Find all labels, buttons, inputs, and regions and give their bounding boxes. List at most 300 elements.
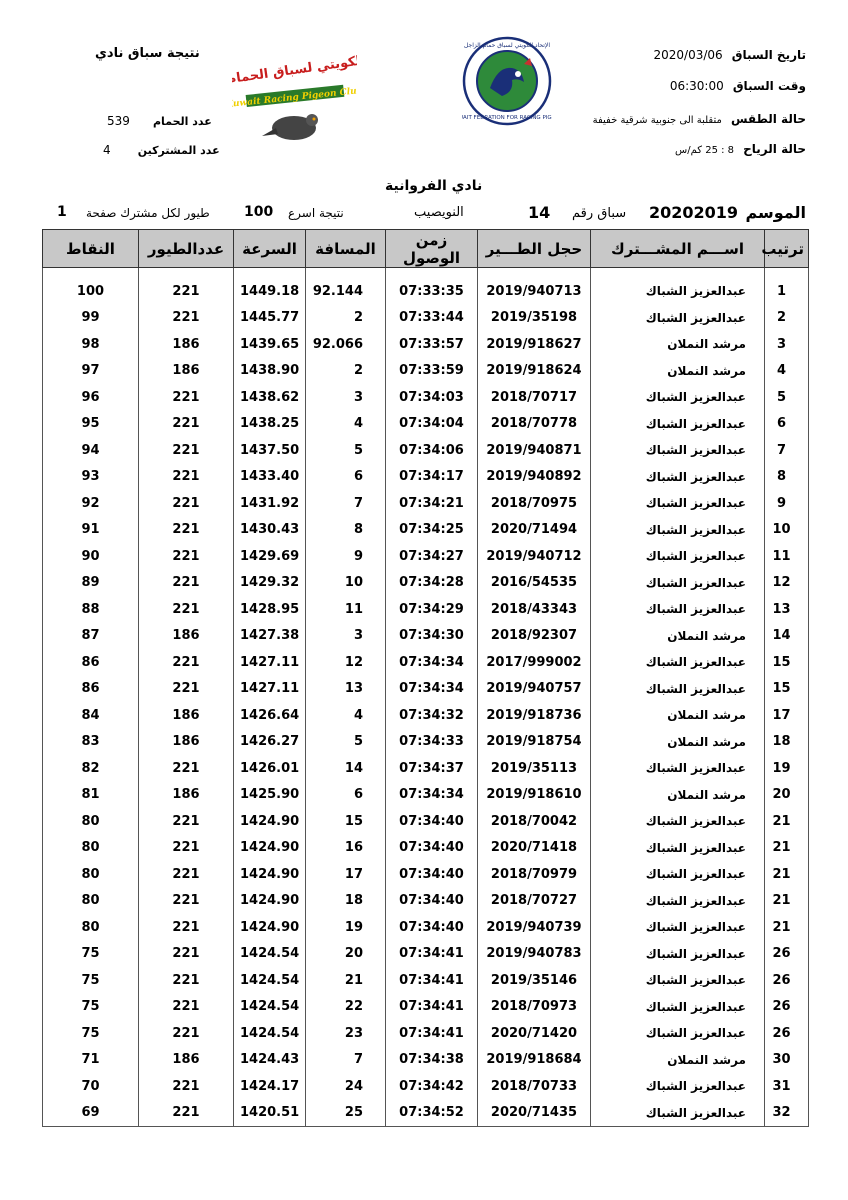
points-cell: 97: [43, 358, 139, 385]
participant-cell: عبدالعزيز الشباك: [591, 543, 765, 570]
participant-cell: عبدالعزيز الشباك: [591, 1020, 765, 1047]
arrival-time-cell: 07:34:40: [386, 835, 478, 862]
arrival-time-cell: 07:33:35: [386, 278, 478, 305]
participant-cell: عبدالعزيز الشباك: [591, 994, 765, 1021]
ring-cell: 2019/940739: [478, 914, 591, 941]
birds-cell: 221: [139, 755, 234, 782]
ring-cell: 2019/918624: [478, 358, 591, 385]
rank-cell: 21: [765, 914, 809, 941]
points-cell: 69: [43, 1100, 139, 1127]
rank-cell: 12: [765, 570, 809, 597]
ring-cell: 2020/71435: [478, 1100, 591, 1127]
table-row: [43, 543, 809, 570]
rank-cell: 4: [765, 358, 809, 385]
ring-cell: 2019/940757: [478, 676, 591, 703]
distance-cell: 92.066: [306, 331, 386, 358]
participant-cell: عبدالعزيز الشباك: [591, 861, 765, 888]
participant-cell: عبدالعزيز الشباك: [591, 596, 765, 623]
svg-text:الإتحاد الكويتي لسباق حمام الز: الإتحاد الكويتي لسباق حمام الزاجل: [463, 42, 551, 49]
rank-cell: 26: [765, 994, 809, 1021]
arrival-time-cell: 07:34:03: [386, 384, 478, 411]
race-time-row: [670, 75, 806, 94]
table-row: [43, 437, 809, 464]
arrival-time-cell: 07:34:52: [386, 1100, 478, 1127]
results-table: [42, 229, 809, 1127]
distance-cell: 16: [306, 835, 386, 862]
svg-text:KUWAIT FEDRATION FOR RACING PI: AIT FEDRATION FOR RACING PIG: [463, 115, 552, 121]
table-row: [43, 305, 809, 332]
distance-cell: 13: [306, 676, 386, 703]
participant-cell: مرشد النملان: [591, 331, 765, 358]
points-cell: 84: [43, 702, 139, 729]
ring-cell: 2018/43343: [478, 596, 591, 623]
per-participant-label: طيور لكل مشترك صفحة: [86, 206, 210, 220]
participant-cell: عبدالعزيز الشباك: [591, 437, 765, 464]
table-row: [43, 278, 809, 305]
birds-cell: 186: [139, 358, 234, 385]
rank-cell: 7: [765, 437, 809, 464]
speed-cell: 1424.54: [234, 994, 306, 1021]
ring-cell: 2017/999002: [478, 649, 591, 676]
speed-cell: 1427.38: [234, 623, 306, 650]
club-name: نادي الفروانية: [385, 178, 483, 194]
col-birds: عددالطيور: [139, 230, 234, 268]
table-row: [43, 1100, 809, 1127]
points-cell: 94: [43, 437, 139, 464]
table-row: [43, 570, 809, 597]
birds-cell: 221: [139, 1020, 234, 1047]
points-cell: 89: [43, 570, 139, 597]
participant-cell: مرشد النملان: [591, 358, 765, 385]
birds-cell: 221: [139, 464, 234, 491]
rank-cell: 32: [765, 1100, 809, 1127]
participant-cell: عبدالعزيز الشباك: [591, 967, 765, 994]
speed-cell: 1424.90: [234, 914, 306, 941]
birds-cell: 221: [139, 888, 234, 915]
speed-cell: 1426.64: [234, 702, 306, 729]
birds-cell: 186: [139, 729, 234, 756]
wind-label: حالة الرياح: [743, 142, 806, 156]
table-row: [43, 1020, 809, 1047]
distance-cell: 23: [306, 1020, 386, 1047]
result-title: نتيجة سباق نادي: [95, 46, 200, 61]
arrival-time-cell: 07:34:34: [386, 782, 478, 809]
ring-cell: 2019/918754: [478, 729, 591, 756]
speed-cell: 1424.54: [234, 941, 306, 968]
page-number: 1: [57, 204, 67, 220]
ring-cell: 2018/92307: [478, 623, 591, 650]
ring-cell: 2019/918736: [478, 702, 591, 729]
distance-cell: 92.144: [306, 278, 386, 305]
distance-cell: 9: [306, 543, 386, 570]
distance-cell: 5: [306, 729, 386, 756]
rank-cell: 19: [765, 755, 809, 782]
birds-cell: 221: [139, 517, 234, 544]
table-row: [43, 967, 809, 994]
ring-cell: 2020/71420: [478, 1020, 591, 1047]
distance-cell: 14: [306, 755, 386, 782]
ring-cell: 2018/70778: [478, 411, 591, 438]
rank-cell: 11: [765, 543, 809, 570]
ring-cell: 2019/918684: [478, 1047, 591, 1074]
birds-cell: 186: [139, 623, 234, 650]
table-row: [43, 596, 809, 623]
table-row: [43, 808, 809, 835]
ring-cell: 2018/70975: [478, 490, 591, 517]
rank-cell: 26: [765, 967, 809, 994]
distance-cell: 12: [306, 649, 386, 676]
points-cell: 75: [43, 1020, 139, 1047]
svg-text:Kuwait Racing Pigeon Club: Kuwait Racing Pigeon Club: [232, 85, 357, 111]
speed-cell: 1425.90: [234, 782, 306, 809]
distance-cell: 5: [306, 437, 386, 464]
rank-cell: 9: [765, 490, 809, 517]
ring-cell: 2020/71494: [478, 517, 591, 544]
points-cell: 90: [43, 543, 139, 570]
arrival-time-cell: 07:34:28: [386, 570, 478, 597]
participant-cell: عبدالعزيز الشباك: [591, 464, 765, 491]
table-row: [43, 729, 809, 756]
race-number-value: 14: [528, 203, 551, 222]
points-cell: 75: [43, 967, 139, 994]
participant-cell: عبدالعزيز الشباك: [591, 384, 765, 411]
points-cell: 80: [43, 914, 139, 941]
speed-cell: 1424.90: [234, 835, 306, 862]
speed-cell: 1437.50: [234, 437, 306, 464]
arrival-time-cell: 07:34:38: [386, 1047, 478, 1074]
federation-logo: [462, 36, 552, 126]
ring-cell: 2020/71418: [478, 835, 591, 862]
distance-cell: 4: [306, 411, 386, 438]
distance-cell: 8: [306, 517, 386, 544]
points-cell: 71: [43, 1047, 139, 1074]
birds-cell: 186: [139, 331, 234, 358]
speed-cell: 1424.43: [234, 1047, 306, 1074]
col-rank: ترتيب: [765, 230, 809, 268]
arrival-time-cell: 07:34:40: [386, 914, 478, 941]
weather-label: حالة الطقس: [730, 112, 806, 126]
ring-cell: 2018/70727: [478, 888, 591, 915]
table-row: [43, 490, 809, 517]
table-row: [43, 331, 809, 358]
arrival-time-cell: 07:34:04: [386, 411, 478, 438]
birds-cell: 221: [139, 490, 234, 517]
speed-cell: 1433.40: [234, 464, 306, 491]
participant-cell: عبدالعزيز الشباك: [591, 517, 765, 544]
col-arrival-time: زمن الوصول: [386, 230, 478, 268]
arrival-time-cell: 07:34:34: [386, 676, 478, 703]
points-cell: 92: [43, 490, 139, 517]
points-cell: 98: [43, 331, 139, 358]
speed-cell: 1424.54: [234, 1020, 306, 1047]
distance-cell: 22: [306, 994, 386, 1021]
speed-cell: 1427.11: [234, 676, 306, 703]
arrival-time-cell: 07:34:34: [386, 649, 478, 676]
season-label: الموسم: [745, 203, 806, 222]
speed-cell: 1430.43: [234, 517, 306, 544]
ring-cell: 2018/70042: [478, 808, 591, 835]
participant-cell: عبدالعزيز الشباك: [591, 755, 765, 782]
weather-value: متقلبة الى جنوبية شرقية خفيفة: [592, 115, 722, 126]
participant-cell: عبدالعزيز الشباك: [591, 490, 765, 517]
points-cell: 86: [43, 676, 139, 703]
points-cell: 81: [43, 782, 139, 809]
birds-cell: 221: [139, 914, 234, 941]
arrival-time-cell: 07:33:44: [386, 305, 478, 332]
table-row: [43, 623, 809, 650]
spacer-row: [43, 268, 809, 279]
rank-cell: 6: [765, 411, 809, 438]
wind-row: [675, 138, 806, 157]
rank-cell: 21: [765, 861, 809, 888]
participants-count: 4: [103, 143, 111, 157]
rank-cell: 14: [765, 623, 809, 650]
rank-cell: 1: [765, 278, 809, 305]
birds-cell: 221: [139, 543, 234, 570]
race-date-row: [654, 44, 806, 63]
table-row: [43, 861, 809, 888]
table-row: [43, 384, 809, 411]
table-row: [43, 702, 809, 729]
table-row: [43, 1073, 809, 1100]
participant-cell: عبدالعزيز الشباك: [591, 835, 765, 862]
ring-cell: 2019/940713: [478, 278, 591, 305]
rank-cell: 15: [765, 676, 809, 703]
speed-cell: 1427.11: [234, 649, 306, 676]
speed-cell: 1420.51: [234, 1100, 306, 1127]
participant-cell: عبدالعزيز الشباك: [591, 1100, 765, 1127]
participant-cell: عبدالعزيز الشباك: [591, 649, 765, 676]
distance-cell: 19: [306, 914, 386, 941]
ring-cell: 2019/35113: [478, 755, 591, 782]
speed-cell: 1426.01: [234, 755, 306, 782]
arrival-time-cell: 07:34:37: [386, 755, 478, 782]
birds-cell: 221: [139, 967, 234, 994]
rank-cell: 31: [765, 1073, 809, 1100]
rank-cell: 2: [765, 305, 809, 332]
rank-cell: 21: [765, 888, 809, 915]
ring-cell: 2018/70733: [478, 1073, 591, 1100]
table-row: [43, 888, 809, 915]
points-cell: 95: [43, 411, 139, 438]
arrival-time-cell: 07:34:21: [386, 490, 478, 517]
speed-cell: 1439.65: [234, 331, 306, 358]
fastest-count: 100: [244, 204, 274, 220]
points-cell: 87: [43, 623, 139, 650]
distance-cell: 17: [306, 861, 386, 888]
arrival-time-cell: 07:33:59: [386, 358, 478, 385]
distance-cell: 15: [306, 808, 386, 835]
rank-cell: 21: [765, 808, 809, 835]
distance-cell: 20: [306, 941, 386, 968]
distance-cell: 21: [306, 967, 386, 994]
birds-cell: 186: [139, 702, 234, 729]
wind-value: 8 : 25 كم/س: [675, 145, 735, 156]
col-distance: المسافة: [306, 230, 386, 268]
table-header-row: [43, 230, 809, 268]
table-row: [43, 358, 809, 385]
race-place: النويصيب: [414, 205, 464, 220]
points-cell: 80: [43, 808, 139, 835]
distance-cell: 2: [306, 305, 386, 332]
weather-row: [593, 108, 806, 127]
rank-cell: 26: [765, 941, 809, 968]
table-row: [43, 517, 809, 544]
table-row: [43, 649, 809, 676]
rank-cell: 5: [765, 384, 809, 411]
pigeons-label: عدد الحمام: [153, 115, 212, 128]
birds-cell: 221: [139, 861, 234, 888]
speed-cell: 1428.95: [234, 596, 306, 623]
distance-cell: 4: [306, 702, 386, 729]
rank-cell: 8: [765, 464, 809, 491]
table-row: [43, 676, 809, 703]
points-cell: 80: [43, 861, 139, 888]
distance-cell: 10: [306, 570, 386, 597]
arrival-time-cell: 07:34:41: [386, 994, 478, 1021]
distance-cell: 3: [306, 384, 386, 411]
rank-cell: 30: [765, 1047, 809, 1074]
points-cell: 80: [43, 835, 139, 862]
speed-cell: 1429.32: [234, 570, 306, 597]
speed-cell: 1424.90: [234, 888, 306, 915]
birds-cell: 221: [139, 437, 234, 464]
rank-cell: 18: [765, 729, 809, 756]
participant-cell: عبدالعزيز الشباك: [591, 1073, 765, 1100]
pigeons-row: [107, 110, 212, 129]
birds-cell: 221: [139, 278, 234, 305]
distance-cell: 6: [306, 464, 386, 491]
arrival-time-cell: 07:34:40: [386, 861, 478, 888]
speed-cell: 1445.77: [234, 305, 306, 332]
arrival-time-cell: 07:34:27: [386, 543, 478, 570]
ring-cell: 2019/940712: [478, 543, 591, 570]
race-date-value: 2020/03/06: [653, 48, 723, 62]
result-label: نتيجة اسرع: [288, 206, 344, 220]
participant-cell: عبدالعزيز الشباك: [591, 305, 765, 332]
birds-cell: 186: [139, 782, 234, 809]
pigeons-count: 539: [107, 114, 130, 128]
speed-cell: 1424.54: [234, 967, 306, 994]
birds-cell: 221: [139, 676, 234, 703]
arrival-time-cell: 07:34:17: [386, 464, 478, 491]
speed-cell: 1429.69: [234, 543, 306, 570]
rank-cell: 26: [765, 1020, 809, 1047]
arrival-time-cell: 07:34:40: [386, 808, 478, 835]
participant-cell: عبدالعزيز الشباك: [591, 278, 765, 305]
ring-cell: 2018/70973: [478, 994, 591, 1021]
col-ring: حجل الطـــير: [478, 230, 591, 268]
arrival-time-cell: 07:33:57: [386, 331, 478, 358]
birds-cell: 221: [139, 994, 234, 1021]
table-row: [43, 1047, 809, 1074]
rank-cell: 10: [765, 517, 809, 544]
ring-cell: 2019/940871: [478, 437, 591, 464]
table-row: [43, 464, 809, 491]
distance-cell: 7: [306, 490, 386, 517]
arrival-time-cell: 07:34:33: [386, 729, 478, 756]
speed-cell: 1424.90: [234, 808, 306, 835]
arrival-time-cell: 07:34:41: [386, 941, 478, 968]
birds-cell: 221: [139, 1073, 234, 1100]
table-row: [43, 914, 809, 941]
arrival-time-cell: 07:34:32: [386, 702, 478, 729]
participant-cell: عبدالعزيز الشباك: [591, 941, 765, 968]
race-time-value: 06:30:00: [669, 79, 724, 93]
participant-cell: مرشد النملان: [591, 623, 765, 650]
rank-cell: 21: [765, 835, 809, 862]
participants-label: عدد المشتركين: [137, 144, 220, 157]
speed-cell: 1424.17: [234, 1073, 306, 1100]
speed-cell: 1424.90: [234, 861, 306, 888]
participant-cell: مرشد النملان: [591, 702, 765, 729]
race-date-label: تاريخ السباق: [731, 48, 806, 62]
rank-cell: 20: [765, 782, 809, 809]
participant-cell: مرشد النملان: [591, 782, 765, 809]
participant-cell: عبدالعزيز الشباك: [591, 570, 765, 597]
ring-cell: 2019/940783: [478, 941, 591, 968]
table-row: [43, 411, 809, 438]
speed-cell: 1438.62: [234, 384, 306, 411]
table-row: [43, 941, 809, 968]
rank-cell: 17: [765, 702, 809, 729]
rank-cell: 13: [765, 596, 809, 623]
arrival-time-cell: 07:34:30: [386, 623, 478, 650]
points-cell: 82: [43, 755, 139, 782]
points-cell: 96: [43, 384, 139, 411]
points-cell: 100: [43, 278, 139, 305]
distance-cell: 6: [306, 782, 386, 809]
table-row: [43, 755, 809, 782]
speed-cell: 1449.18: [234, 278, 306, 305]
participant-cell: عبدالعزيز الشباك: [591, 914, 765, 941]
club-logo: [232, 40, 357, 150]
birds-cell: 221: [139, 649, 234, 676]
participant-cell: عبدالعزيز الشباك: [591, 676, 765, 703]
arrival-time-cell: 07:34:41: [386, 967, 478, 994]
race-number-label: سباق رقم: [572, 206, 627, 221]
ring-cell: 2019/918610: [478, 782, 591, 809]
birds-cell: 221: [139, 808, 234, 835]
ring-cell: 2018/70979: [478, 861, 591, 888]
race-time-label: وقت السباق: [732, 79, 806, 93]
participants-row: [103, 139, 220, 158]
birds-cell: 221: [139, 384, 234, 411]
birds-cell: 221: [139, 596, 234, 623]
rank-cell: 3: [765, 331, 809, 358]
arrival-time-cell: 07:34:06: [386, 437, 478, 464]
participant-cell: عبدالعزيز الشباك: [591, 888, 765, 915]
participant-cell: عبدالعزيز الشباك: [591, 808, 765, 835]
birds-cell: 221: [139, 1100, 234, 1127]
arrival-time-cell: 07:34:41: [386, 1020, 478, 1047]
birds-cell: 186: [139, 1047, 234, 1074]
ring-cell: 2019/940892: [478, 464, 591, 491]
points-cell: 86: [43, 649, 139, 676]
points-cell: 70: [43, 1073, 139, 1100]
ring-cell: 2019/35198: [478, 305, 591, 332]
arrival-time-cell: 07:34:42: [386, 1073, 478, 1100]
points-cell: 75: [43, 994, 139, 1021]
col-participant: اســـم المشـــترك: [591, 230, 765, 268]
table-row: [43, 994, 809, 1021]
points-cell: 99: [43, 305, 139, 332]
birds-cell: 221: [139, 570, 234, 597]
participant-cell: مرشد النملان: [591, 1047, 765, 1074]
col-points: النقاط: [43, 230, 139, 268]
birds-cell: 221: [139, 411, 234, 438]
birds-cell: 221: [139, 835, 234, 862]
